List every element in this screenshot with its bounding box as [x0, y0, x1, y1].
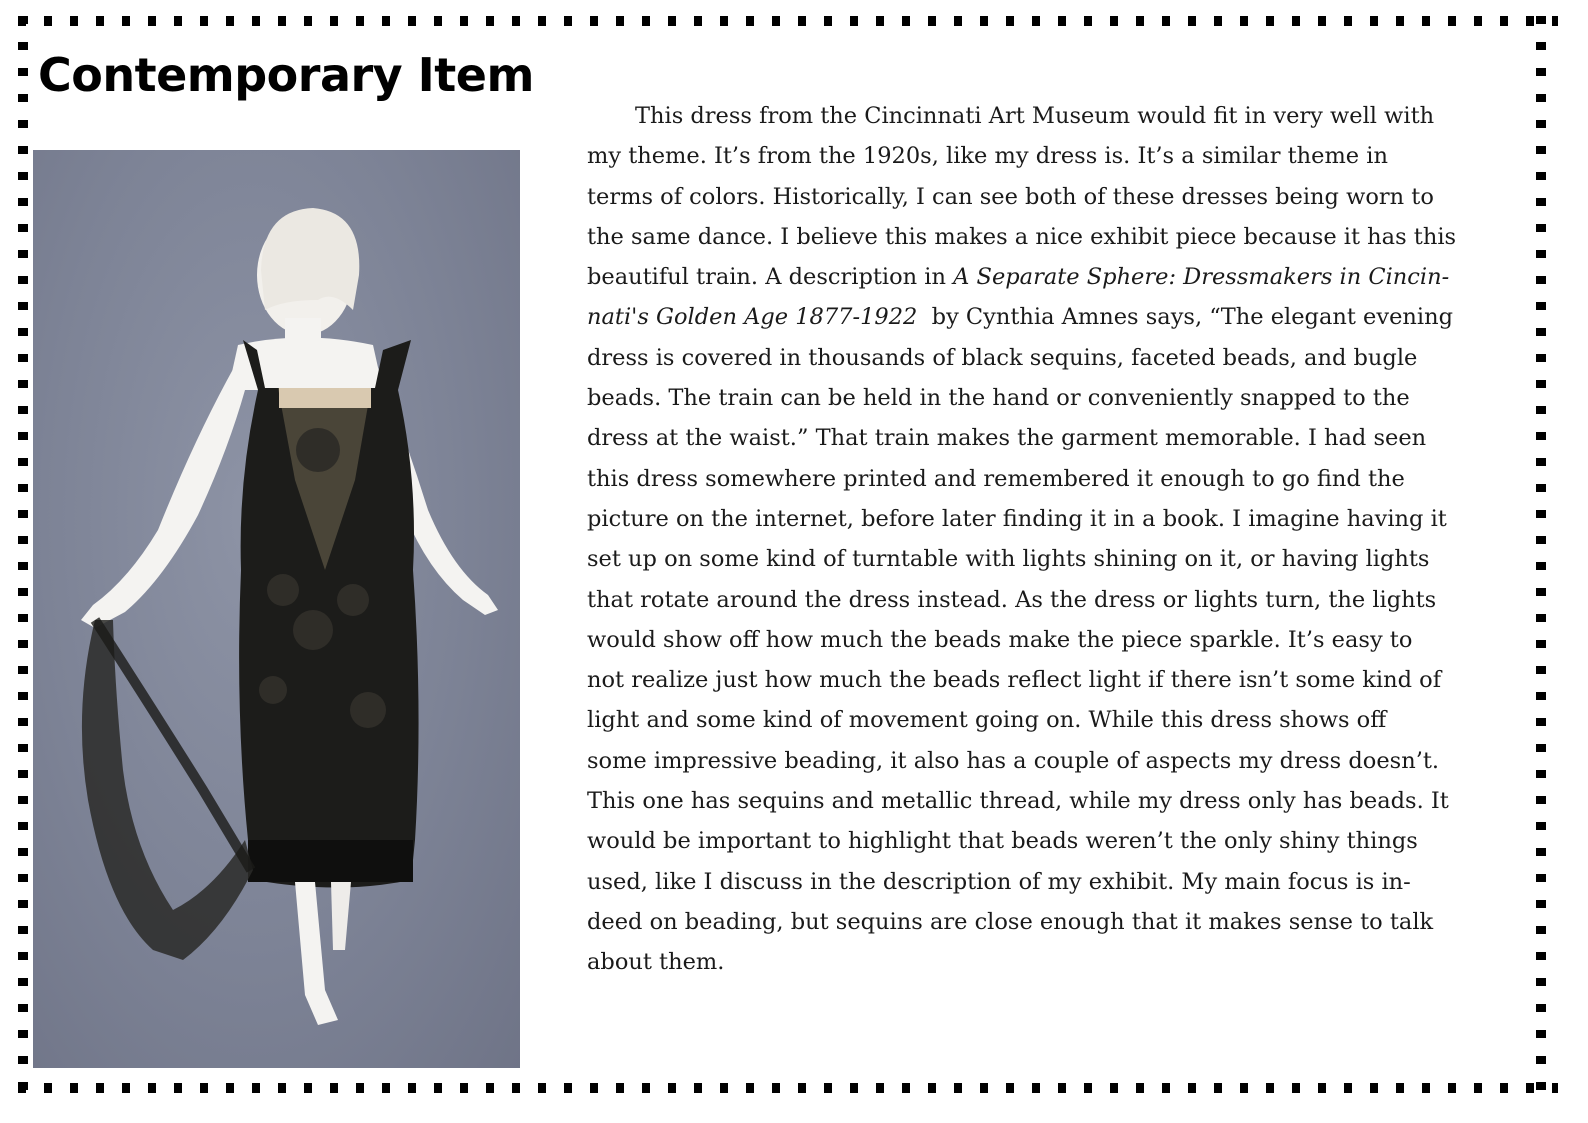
exhibit-description: [587, 96, 1507, 983]
text-line: this dress somewhere printed and remembered it enough to go find the: [587, 465, 1405, 492]
dotted-border-bottom: [18, 1083, 1558, 1093]
text-line: about them.: [587, 949, 725, 976]
text-line: set up on some kind of turntable with lights shining on it, or having lights: [587, 546, 1430, 573]
text-line: my theme. It’s from the 1920s, like my dress is. It’s a similar theme in: [587, 143, 1388, 170]
text-line: This dress from the Cincinnati Art Museum would fit in very well with: [635, 103, 1435, 129]
text-line: dress is covered in thousands of black sequins, faceted beads, and bugle: [587, 344, 1418, 371]
text-line: used, like I discuss in the description of my exhibit. My main focus is in-: [587, 868, 1411, 895]
text-line: dress at the waist.” That train makes the garment memorable. I had seen: [587, 425, 1427, 452]
dotted-border-right: [1536, 16, 1546, 1093]
text-line: the same dance. I believe this makes a nice exhibit piece because it has this: [587, 223, 1457, 250]
book-title: nati's Golden Age 1877-1922: [587, 304, 918, 331]
text-segment: by Cynthia Amnes says, “The elegant evening: [917, 304, 1453, 331]
book-title: A Separate Sphere: Dressmakers in Cincin-: [953, 264, 1450, 291]
dotted-border-left: [18, 16, 28, 1093]
text-line: beads. The train can be held in the hand or conveniently snapped to the: [587, 385, 1410, 412]
dress-photo: [33, 150, 520, 1068]
text-line: picture on the internet, before later finding it in a book. I imagine having it: [587, 505, 1447, 532]
text-line: deed on beading, but sequins are close enough that it makes sense to talk: [587, 908, 1434, 935]
text-line: terms of colors. Historically, I can see both of these dresses being worn to: [587, 183, 1434, 210]
text-line: [587, 257, 1507, 297]
text-line: would show off how much the beads make the piece sparkle. It’s easy to: [587, 626, 1413, 653]
text-line: light and some kind of movement going on. While this dress shows off: [587, 707, 1387, 734]
mannequin-dress-illustration: [33, 150, 520, 1068]
text-segment: beautiful train. A description in: [587, 264, 954, 291]
page-title: Contemporary Item: [38, 48, 534, 102]
text-line: some impressive beading, it also has a couple of aspects my dress doesn’t.: [587, 747, 1440, 774]
text-line: would be important to highlight that beads weren’t the only shiny things: [587, 828, 1418, 855]
text-line: not realize just how much the beads reflect light if there isn’t some kind of: [587, 667, 1442, 694]
text-line: [587, 297, 1507, 337]
dotted-border-top: [18, 16, 1558, 26]
text-line: that rotate around the dress instead. As the dress or lights turn, the lights: [587, 586, 1437, 613]
text-line: This one has sequins and metallic thread, while my dress only has beads. It: [587, 788, 1449, 815]
